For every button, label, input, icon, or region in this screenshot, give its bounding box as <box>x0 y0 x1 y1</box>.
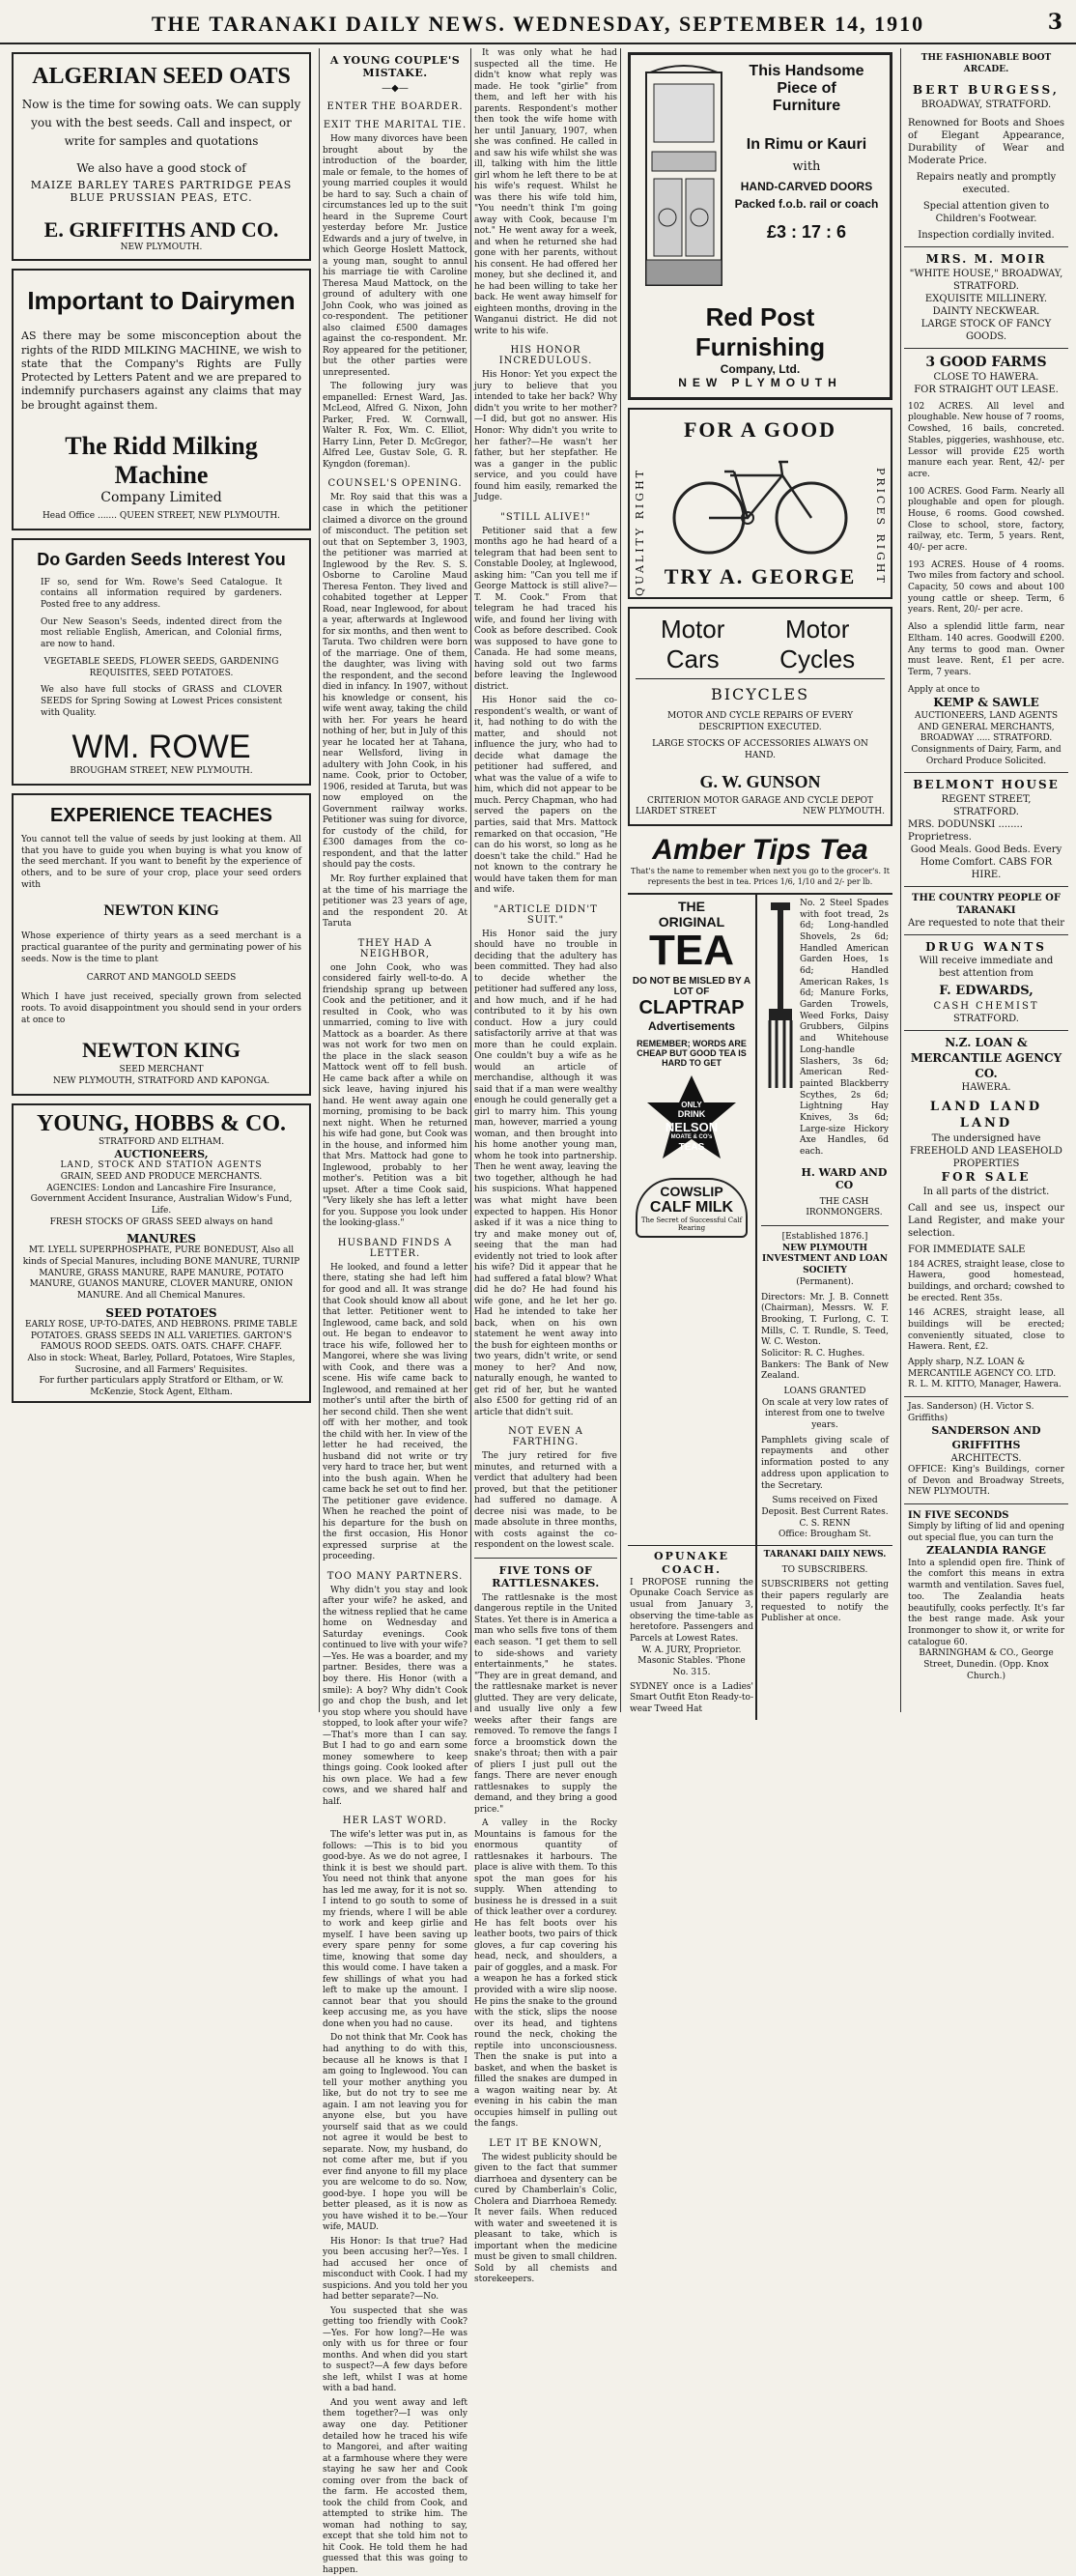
ad-line: ORIGINAL <box>658 913 725 930</box>
ad-line: HAND-CARVED DOORS <box>740 180 873 193</box>
ad-address: NEW PLYMOUTH, STRATFORD AND KAPONGA. <box>52 1075 270 1086</box>
ad-line: Sums received on Fixed Deposit. Best Current Rates. <box>761 1496 889 1517</box>
ad-line: MRS. DODUNSKI ........ Proprietress. <box>908 818 1023 843</box>
ad-line: Advertisements <box>647 1018 736 1033</box>
ad-heading: LOANS GRANTED <box>783 1387 866 1397</box>
ad-body: Simply by lifting of lid and opening out special flue, you can turn the <box>908 1522 1064 1543</box>
ad-line: with <box>792 159 821 174</box>
column-rule <box>319 48 320 1712</box>
ad-title: ALGERIAN SEED OATS <box>32 64 291 89</box>
article-paragraph: The rattlesnake is the most dangerous reptile in the United States. Yet there is in America a man who sells five tons of them each season. "I get them to sell to side-shows and variety entertainments," he states. "They are in great demand, and the rattlesnake market is never glutted. They are very delicate, and usually live only a few weeks after their fangs are removed. To remove the fangs I force a broomstick down the snake's throat; then with a pair of pliers I just pull out the fangs. There are never enough rattlesnakes to supply the demand, and they bring a good price." <box>474 1592 617 1815</box>
ad-place: STRATFORD AND ELTHAM. <box>98 1136 225 1147</box>
ad-title: COWSLIP <box>660 1183 723 1199</box>
article-paragraph: one John Cook, who was considered fairly well-to-do. A friendship sprang up between Cook and the petitioner, and it resulted in Cook, who was unmarried, coming to live with Mattock as a boarder. As there was not work for two men on the place in the slack season Mattock went off to fell bush. He came back after a while on sick leave, having injured his hand. He went away again one morning, promising to be back next night. When he returned his wife had gone, but Cook was in the house, and informed him that Mrs. Mattock had gone to Inglewood, probably to her mother's. Petition was a bit upset. After a time Cook said, "Very likely she has left a letter for you. Suppose you look under the looking-glass." <box>323 962 467 1229</box>
ad-line: FOR IMMEDIATE SALE <box>908 1244 1026 1255</box>
belmont-house-ad <box>904 773 1068 887</box>
ad-line: Solicitor: R. C. Hughes. <box>761 1348 865 1359</box>
column-3-article <box>474 48 617 2285</box>
article-paragraph: The jury retired for five minutes, and returned with a verdict that adultery had been proved, but that the petitioner had suffered no damage. A decree nisi was made, to be made absolute in three months, with costs against the co-respondent on the lowest scale. <box>474 1451 617 1551</box>
article-paragraph: It was only what he had suspected all the time. He didn't know what reply was made. He took "girlie" from them, and left her with his parents. Respondent's mother then took the wife home with her until January, 1907, when she was confined. He called in and saw his wife whilst she was ill, talking with him the little girl whom he left there to be at his wife's request. Whilst he was there his wife told him, "You needn't think I'm going away with Cook, because I'm not." He went away for a week, and when he returned she had gone with her parents, without his consent. He had offered her money, but she declined it, and he had been willing to take her back. He went away himself for eighteen months, droving in the Wanganui district. He did not write to his wife. <box>474 48 617 336</box>
ad-body: AS there may be some misconception about the rights of the RIDD MILKING MACHINE, we wish to state that the Company's Rights are Fully Protected by Letters Patent and we are prepared to indemnify purchasers against any claims that may be brought against them. <box>21 329 301 412</box>
listing-item: 184 ACRES, straight lease, close to Hawera, good homestead, buildings, and orchard; cowshed to be erected. Rent 35s. <box>908 1259 1064 1303</box>
cabinet-illustration <box>640 63 727 291</box>
newton-king-ad <box>12 793 311 1096</box>
right-subcolumn <box>757 895 892 1545</box>
listing-item: 146 ACRES, straight lease, all buildings will be erected; conveniently situated, close to Hawera. Rent, £2. <box>908 1308 1064 1353</box>
listing-item: 193 ACRES. House of 4 rooms. Two miles from factory and school. Capacity, 50 cows and about 100 young cattle or sheep. Term, 6 years. Rent, 20/- per acre. <box>908 559 1064 615</box>
ad-line: BARNINGHAM & CO., George Street, Dunedin. (Opp. Knox Church.) <box>919 1648 1054 1681</box>
ad-title: DRUG WANTS <box>925 939 1047 954</box>
article-subhead: HUSBAND FINDS A LETTER. <box>337 1237 453 1259</box>
ad-firm: H. WARD AND CO <box>801 1165 888 1191</box>
algerian-seed-oats-ad <box>12 52 311 261</box>
zealandia-range-ad <box>904 1504 1068 1687</box>
ad-firm: NEWTON KING <box>81 1038 241 1063</box>
ad-line: MOTOR AND CYCLE REPAIRS OF EVERY DESCRIPTION EXECUTED. <box>666 711 854 732</box>
ad-line: FRESH STOCKS OF GRASS SEED always on hand <box>49 1216 273 1227</box>
article-paragraph: Do not think that Mr. Cook has had anything to do with this, because all he knows is that I am going to Inglewood. You can tell your mother anything you like, but do not try to see me again. I am not leaving you for anyone else, but you have yourself said that as we could not agree it would be best to separate. Now, my husband, do not come after me, but if you ever find anyone to fill my place you are welcome to do so. Now, good-bye. I hope you will be better pleased, as it is now as you have wished it to be.—Your wife, MAUD. <box>323 2033 467 2233</box>
ad-role: AUCTIONEERS, <box>114 1148 209 1161</box>
nelson-tea-star <box>643 1075 740 1172</box>
ad-line: FOR STRAIGHT OUT LEASE. <box>914 384 1059 395</box>
ad-title: MRS. M. MOIR <box>925 251 1047 266</box>
ad-title: YOUNG, HOBBS & CO. <box>36 1110 287 1136</box>
farms-ad <box>904 349 1068 774</box>
article-paragraph: Petitioner said that a few months ago he had heard of a telegram that had been sent to Constable Dooley, at Inglewood, asking him: "Can you tell me if George Mattock is still alive?—T. M. Cook." From that telegram he had traced his wife, and found her living with Cook as before described. Cook was supposed to have gone to Canada. He had some means, having sold out two farms before leaving the Inglewood district. <box>474 526 617 692</box>
article-subhead: EXIT THE MARITAL TIE. <box>323 120 467 130</box>
column-rule <box>620 48 621 1712</box>
article-paragraph: A valley in the Rocky Mountains is famous for the enormous quantity of rattlesnakes it harbours. The place is alive with them. To this spot the man goes for his supply. When attending to business he is dressed in a suit of thick leather over a cordurey. He has felt boots over his leather boots, two pairs of thick gloves, a fur cap covering his head, neck, and shoulders, a pair of goggles, and a mask. For a weapon he has a forked stick provided with a wire slip noose. He pins the snake to the ground with the stick, slips the noose over its head, and tightens round the neck, choking the reptile into unconsciousness. Then the snake is put into a basket, and when the basket is filled the snakes are dumped in a wagon waiting near by. At evening in his cabin the man occupies himself in pulling out the fangs. <box>474 1818 617 2130</box>
ad-title: Motor Cycles <box>779 615 856 673</box>
ad-line: LARGE STOCK OF FANCY GOODS. <box>920 318 1052 342</box>
ad-address: REGENT STREET, STRATFORD. <box>941 793 1032 817</box>
article-paragraph: His Honor: Yet you expect the jury to believe that you intended to take her back? Why didn't you write to her mother?—I did, but got no answer. His Honor: Why didn't you write to her father?—He wasn't her father, but her stepfather. He was a ganger in the public service, and you could have found him easily, remarked the Judge. <box>474 370 617 503</box>
ad-place: NEW PLYMOUTH. <box>803 807 885 817</box>
ad-heading: SEED POTATOES <box>105 1305 217 1320</box>
ad-body: We also have full stocks of GRASS and CLOVER SEEDS for Spring Sowing at Lowest Prices consistent with Quality. <box>41 685 282 718</box>
ad-subtitle: BICYCLES <box>710 685 810 703</box>
article-paragraph: Mr. Roy said that this was a case in which the petitioner claimed a divorce on the ground of misconduct. The petition set out that on September 3, 1903, the petitioner was married at Inglewood by the Rev. S. S. Osborne to Caroline Maud Theresa Fenton. They lived and cohabited together at Lepper Road, near Inglewood, for about a year, afterwards at Inglewood for six months, and then went to Taruta. Two children were born of the marriage. One of them, the daughter, was living with the respondent, and the second died in infancy. In 1907, without his knowledge or consent, his wife went away, taking the child with her. For years he heard nothing of her, but in July of this year he located her at Tahana, near Wellsford, living in adultery with John Cook, in his name. Cook, prior to October, 1906, resided at Taruta, but was now employed on the Government railway works. Petitioner was suing for divorce, for custody of the child, for £300 damages from the co-respondent, and that the latter should pay the costs. <box>323 493 467 871</box>
star-text: ONLY <box>681 1100 702 1109</box>
ad-title: Do Garden Seeds Interest You <box>37 549 286 569</box>
ad-side-text: PRICES RIGHT <box>874 468 887 586</box>
column-rule <box>900 48 901 1712</box>
investment-society-ad <box>761 1232 889 1541</box>
article-paragraph: His Honor said the jury should have no trouble in deciding that the adultery has been committed. They had also to decide whether the petitioner had suffered any loss, and how much, and if he had contributed to it by his own conduct. How a jury could satisfactorily arrive at that was more than he could explain. One couldn't buy a wife as he would an article of merchandise, although it was said that if a man were wealthy enough he could generally get a girl to marry him. This young man, however, married a young woman, and then brought into his home another young man, whom he took into partnership. Then he went away, leaving the two together, although he had his suspicions. What happened was what might have been expected to happen. His Honor asked if it was a nice thing to try and make money out of, seeing that the man had evidently not tried to look after his wife? Did it appear that he had suffered a fatal blow? What did he do? He had found his wife gone, and he let her go. Had he intended to take her back, when on his own statement he went away into the bush for eighteen months or two years, didn't write, or send money to her? And now, naturally enough, he wanted to get rid of her, but he wanted also £500 for getting rid of an article that didn't suit. <box>474 929 617 1417</box>
ad-items: MAIZE BARLEY TARES PARTRIDGE PEAS BLUE PRUSSIAN PEAS, ETC. <box>30 178 293 204</box>
article-paragraph: His Honor said the co-respondent's wealth, or want of it, had nothing to do with the matter, and should not influence the jury, who had to decide what damage the petitioner had suffered, and what was the value of a wife to him, which did not appear to be much. Percy Chapman, who had served the papers on the parties, said that Mrs. Mattock remarked on that occasion, "He can do his worst, so long as he doesn't take the child." Had he not known to the contrary he would have taken them for man and wife. <box>474 696 617 896</box>
ad-title: Important to Dairymen <box>27 286 296 316</box>
ad-line: ZEALANDIA RANGE <box>926 1544 1046 1558</box>
ad-body: IF so, send for Wm. Rowe's Seed Catalogue. It contains all information required by gardeners. Posted free to any address. <box>41 577 282 611</box>
ad-role: ARCHITECTS. <box>950 1453 1022 1465</box>
ad-line: Consignments of Dairy, Farm, and Orchard Produce Solicited. <box>911 744 1062 766</box>
article-subhead: THEY HAD A NEIGHBOR, <box>357 937 433 959</box>
ad-place: NEW PLYMOUTH. <box>120 242 203 252</box>
cowslip-calf-milk-ad <box>636 1178 748 1238</box>
ad-body: Which I have just received, specially grown from selected roots. To avoid disappointment you should send in your orders at once to <box>21 992 301 1025</box>
divider <box>761 1225 889 1226</box>
young-hobbs-ad <box>12 1103 311 1403</box>
ad-line: We also have a good stock of <box>76 160 246 175</box>
article-subhead: "ARTICLE DIDN'T SUIT." <box>494 903 598 926</box>
article-headline: FIVE TONS OF RATTLESNAKES. <box>492 1563 600 1589</box>
ad-title: EXPERIENCE TEACHES <box>49 804 273 826</box>
article-paragraph: The wife's letter was put in, as follows: —This is to bid you good-bye. As we do not agree, I think it is best we should part. You need not think that anyone has led me away, for it is not so. I intend to go south to some of my friends, where I will be able to work and keep girlie and myself. I have been saving up every spare penny for some time, knowing that some day this would come. I have taken a few shillings of what you had left to make up the amount. I cannot bear that you should keep accusing me, as you have done when you had no cause. <box>323 1830 467 2029</box>
ad-place: STRATFORD. <box>953 1014 1019 1025</box>
ad-firm: The Ridd Milking Machine <box>65 432 258 490</box>
ad-line: AGENCIES: London and Lancashire Fire Insurance, Government Accident Insurance, Australian Widow's Fund, Life. <box>30 1183 293 1216</box>
ad-address: BROUGHAM STREET, NEW PLYMOUTH. <box>70 766 253 777</box>
listing-item: Also a splendid little farm, near Eltham. 140 acres. Goodwill £200. Any terms to good man. Owner must leave. Rent, £1 per acre. Term, 7 years. <box>908 622 1064 677</box>
ad-line: Also in stock: Wheat, Barley, Pollard, Potatoes, Wire Staples, Sucrosine, and all Farmers' Requisites. <box>27 1353 296 1375</box>
ad-side-text: QUALITY RIGHT <box>634 468 646 596</box>
ad-line: Apply sharp, N.Z. LOAN & MERCANTILE AGENCY CO. LTD. R. L. M. KITTO, Manager, Hawera. <box>908 1358 1062 1390</box>
ad-firm: WM. ROWE <box>71 729 251 766</box>
ad-line: Good Meals. Good Beds. Every Home Comfort. CABS FOR HIRE. <box>910 844 1062 880</box>
ad-title: This Handsome Piece of <box>749 63 864 97</box>
ad-body: Our New Season's Seeds, indented direct from the most reliable English, American, and Colonial firms, are now to hand. <box>41 616 282 650</box>
article-subhead: NOT EVEN A FARTHING. <box>508 1426 583 1448</box>
ad-line: THE FASHIONABLE BOOT ARCADE. <box>920 53 1052 74</box>
page-number: 3 <box>1047 10 1062 35</box>
ad-role: THE CASH IRONMONGERS. <box>806 1196 883 1218</box>
ad-line: The undersigned have FREEHOLD AND LEASEHOLD PROPERTIES <box>910 1132 1062 1169</box>
article-subhead: COUNSEL'S OPENING. <box>327 478 463 490</box>
ad-price: £3 : 17 : 6 <box>766 222 847 242</box>
amber-tips-tea-ad <box>628 834 892 887</box>
ad-body: CARROT AND MANGOLD SEEDS <box>86 973 237 984</box>
ad-line: CLAPTRAP <box>638 996 745 1018</box>
article-paragraph: Why didn't you stay and look after your wife? he asked, and the witness replied that he came home on Wednesday and Saturday evenings. Cook continued to live with your wife? —Yes. He was a boarder, and my partner. Besides, there was a boy there. His Honor (with a smile): A boy? Why didn't Cook go and chop the bush, and let you stop where you should have stopped, to look after your wife? —That's more than I can say. But I had to go and earn some money somewhere to keep things going. Cook looked after his own place. We had a few cows, and we shared half and half. <box>323 1585 467 1807</box>
country-people-ad <box>904 887 1068 935</box>
ad-body: Whose experience of thirty years as a seed merchant is a practical guarantee of the purity and germinating power of his seeds. Now is the time to plant <box>21 931 301 964</box>
ad-office: Head Office ....... QUEEN STREET, NEW PLYMOUTH. <box>42 511 281 522</box>
ad-address: BROADWAY ..... STRATFORD. <box>920 733 1053 744</box>
ad-title: 3 GOOD FARMS <box>925 354 1047 370</box>
ad-line: DO NOT BE MISLED BY A LOT OF <box>632 975 751 997</box>
ad-title: CALF MILK <box>649 1198 734 1216</box>
ad-title: TARANAKI DAILY NEWS. <box>763 1549 887 1560</box>
star-text: NELSON <box>665 1119 719 1134</box>
ad-role: SEED MERCHANT <box>119 1065 204 1075</box>
masthead <box>0 0 1076 44</box>
article-paragraph: His Honor: Is that true? Had you been accusing her?—Yes. I had accused her once of misconduct with Cook. I had my suspicions. And you told her you had better separate?—No. <box>323 2236 467 2303</box>
ad-street: LIARDET STREET <box>636 807 717 817</box>
sanderson-griffiths-ad <box>904 1397 1068 1504</box>
ad-body: Into a splendid open fire. Think of the comfort this means in extra warmth and ventilation. Saves fuel, too. The Zealandia heats beautifully, cooks perfectly. It's far the best range made. Ask your Ironmonger to show it, or write for catalogue 60. <box>908 1558 1064 1647</box>
ad-line: SYDNEY once is a Ladies' Smart Outfit Eton Ready-to-wear Tweed Hat <box>630 1681 753 1715</box>
ad-firm: NEWTON KING <box>103 902 219 920</box>
ad-line: In Rimu or Kauri <box>746 136 867 153</box>
ad-firm: TRY A. GEORGE <box>664 564 857 588</box>
ad-line: W. A. JURY, Proprietor. Masonic Stables. 'Phone No. 315. <box>637 1645 746 1678</box>
ad-place: NEW PLYMOUTH <box>678 376 842 389</box>
tdn-subscribers-notice <box>757 1546 892 1720</box>
newspaper-title: THE TARANAKI DAILY NEWS. WEDNESDAY, SEPTEMBER 14, 1910 <box>151 12 925 36</box>
drug-wants-ad <box>904 935 1068 1031</box>
ad-line: MT. LYELL SUPERPHOSPHATE, PURE BONEDUST, Also all kinds of Special Manures, including BONE MANURE, TURNIP MANURE, GRASS MANURE, RAPE MANURE, POTATO MANURE, GUANOS MANURE, CLOVER MANURE, ONION MANURE. And all Chemical Manures. <box>22 1245 300 1302</box>
ad-address: "WHITE HOUSE," BROADWAY, STRATFORD. <box>909 268 1063 292</box>
ad-line: EXQUISITE MILLINERY. DAINTY NECKWEAR. <box>924 293 1048 317</box>
ad-title: IN FIVE SECONDS <box>908 1510 1009 1522</box>
ad-title: Furniture <box>772 98 841 114</box>
article-paragraph: You suspected that she was getting too friendly with Cook?—Yes. For how long?—He was only with us for three or four months. And when did you start to suspect?—A few days before she left, whilst I was at home with a bad hand. <box>323 2305 467 2394</box>
ad-title: N.Z. LOAN & MERCANTILE AGENCY CO. <box>910 1036 1062 1080</box>
fork-icon <box>761 899 800 1092</box>
star-text: DRINK <box>677 1108 706 1119</box>
opunake-coach-ad <box>628 1546 757 1720</box>
article-subhead: TOO MANY PARTNERS. <box>326 1570 464 1582</box>
ad-title: FOR A GOOD <box>683 417 837 442</box>
ad-ltd: Company, Ltd. <box>720 362 801 376</box>
ad-body: You cannot tell the value of seeds by just looking at them. All that you have to guide you when buying is what you know of the seed merchant. If you want to benefit by the experience of others, and to be sure of your crop, place your seed orders with <box>21 834 301 890</box>
ad-line: That's the name to remember when next you go to the grocer's. It represents the best in tea. Prices 1/6, 1/10 and 2/- per lb. <box>631 867 890 886</box>
ad-line: GRAIN, SEED AND PRODUCE MERCHANTS. <box>60 1171 263 1182</box>
ward-ironmongers-ad <box>761 899 889 1219</box>
listing-item: 102 ACRES. All level and ploughable. New house of 7 rooms, Cowshed, 16 bails, concreted. Stables, piggeries, washhouse, etc. Lessor will provide £25 worth manure each year. Rent, 42/- per acre. <box>908 401 1064 479</box>
ad-place: HAWERA. <box>961 1082 1011 1094</box>
ad-body: I PROPOSE running the Opunake Coach Service as usual from January 3, observing the time-table as heretofore. Passengers and Parcels at Lowest Rates. <box>630 1577 753 1644</box>
ad-title: OPUNAKE COACH. <box>654 1549 729 1577</box>
ad-title: Amber Tips Tea <box>652 834 868 867</box>
moir-ad <box>904 247 1068 349</box>
ad-line: C. S. RENN <box>799 1518 851 1529</box>
ad-line: THE <box>678 898 705 914</box>
divider <box>474 1558 617 1559</box>
ad-line: LARGE STOCKS OF ACCESSORIES ALWAYS ON HAND. <box>652 739 868 761</box>
ad-title: NEW PLYMOUTH INVESTMENT AND LOAN SOCIETY <box>762 1243 888 1276</box>
ad-line: In all parts of the district. <box>922 1186 1050 1197</box>
article-paragraph: He looked, and found a letter there, stating she had left him for good and all. It was strange that Cook should know all about that letter. Petitioner went to Inglewood, came back, and sold out. He began to endeavor to trace his wife, followed her to Mangorei, where she was living with Cook, and there was a scene. His wife came back to Inglewood, and remained at her mother's until after the birth of her second child. Then she went off with her mother, and took the child with her. In view of the letter he had received, the husband did not write or try very hard to trace her, but went into the bush again. When he came back he set out to find her. The petitioner gave evidence. When he reached the point of his departure for the bush on the first occasion, His Honor expressed surprise at the proceeding. <box>323 1262 467 1562</box>
george-bicycle-ad <box>628 408 892 599</box>
ad-line: AUCTIONEERS, LAND AGENTS AND GENERAL MERCHANTS, <box>915 710 1058 732</box>
bert-burgess-ad <box>904 48 1068 247</box>
column-4-ads <box>624 48 896 1715</box>
ad-ltd: Company Limited <box>100 490 222 506</box>
ad-line: On scale at very low rates of interest from one to twelve years. <box>761 1397 889 1431</box>
ad-line: Will receive immediate and best attention from <box>919 956 1054 980</box>
ad-line: Bankers: The Bank of New Zealand. <box>761 1360 889 1382</box>
ad-title: BERT BURGESS, <box>913 83 1060 98</box>
ad-body: No. 2 Steel Spades with foot tread, 2s 6d; Long-handled Shovels, 2s 6d; Handled American Garden Hoes, 1s 6d; Handled American Rakes, 1s 6d; Manure Forks, Garden Trowels, Weed Forks, Daisy Grubbers, Gilpins and Whitehouse Long-handle Slashers, 3s 6d; American Red-painted Blackberry Scythes, 2s 6d; Lightning Hay Knives, 3s 6d; Large-size Hickory Axe Handles, 6d each. <box>800 898 889 1158</box>
ad-title: BELMONT HOUSE <box>913 778 1060 792</box>
ad-line: [Established 1876.] <box>781 1232 868 1243</box>
article-subhead: LET IT BE KNOWN, <box>489 2137 603 2149</box>
ad-firm: KEMP & SAWLE <box>933 696 1039 710</box>
ad-line: Call and see us, inspect our Land Register, and make your selection. <box>908 1202 1064 1239</box>
star-text: TEAS <box>678 1141 705 1153</box>
ad-line: CRITERION MOTOR GARAGE AND CYCLE DEPOT <box>646 795 874 806</box>
gunson-motor-ad <box>628 607 892 826</box>
ad-title: SANDERSON AND GRIFFITHS <box>931 1424 1041 1451</box>
column-2-article <box>323 48 467 2575</box>
article-subhead: HER LAST WORD. <box>342 1816 448 1827</box>
column-5-classifieds <box>904 48 1068 1712</box>
ad-line: Pamphlets giving scale of repayments and other information posted to any address upon application to the Secretary. <box>761 1435 889 1491</box>
ad-body: Now is the time for sowing oats. We can supply you with the best seeds. Call and inspect, or write for samples and quotations <box>21 98 301 149</box>
ad-line: REMEMBER; WORDS ARE CHEAP BUT GOOD TEA IS HARD TO GET <box>637 1038 747 1068</box>
ad-firm: F. EDWARDS, <box>939 984 1034 999</box>
ad-title: TEA <box>649 926 734 974</box>
ad-line: Packed f.o.b. rail or coach <box>734 197 879 211</box>
ad-title: Motor Cars <box>660 615 725 673</box>
red-post-furnishing-ad <box>628 52 892 400</box>
ad-line: CLOSE TO HAWERA. <box>933 371 1039 383</box>
article-paragraph: And you went away and left them together?—I was only away one day. Petitioner detailed how he traced his wife to Mangorei, and after waiting at a farmhouse where they were staying he saw her and Cook coming over from the back of the farm. He accosted them, took the child from Cook, and attempted to strike him. The woman had nothing to say, except that she told him not to hit Cook. He told them he had guessed that this was going to happen. <box>323 2397 467 2575</box>
article-paragraph: Mr. Roy further explained that at the time of his marriage the petitioner was 23 years of age, and the respondent 20. At Taruta <box>323 874 467 930</box>
ad-address: BROADWAY, STRATFORD. <box>920 99 1052 110</box>
ad-line: Directors: Mr. J. B. Connett (Chairman), Messrs. W. F. Brooking, T. Furlong, C. T. Mills, C. T. Rundle, S. Teed, W. C. Weston. <box>761 1292 889 1348</box>
ad-firm: E. GRIFFITHS AND CO. <box>43 216 279 242</box>
rowe-seeds-ad <box>12 538 311 786</box>
article-subhead: HIS HONOR INCREDULOUS. <box>498 345 593 367</box>
ad-firm: G. W. GUNSON <box>699 771 821 791</box>
ad-body: SUBSCRIBERS not getting their papers regularly are requested to notify the Publisher at once. <box>761 1580 889 1624</box>
ad-heading: MANURES <box>127 1232 196 1246</box>
column-rule <box>470 48 471 1712</box>
ad-line: EARLY ROSE, UP-TO-DATES, AND HEBRONS. PRIME TABLE POTATOES. GRASS SEEDS IN ALL VARIETIES. GARTON'S FAMOUS ROOD SEEDS. OATS. OATS. CHAFF. CHAFF. <box>25 1319 297 1353</box>
ad-line: Apply at once to <box>908 684 980 695</box>
article-paragraph: The widest publicity should be given to the fact that summer diarrhoea and dysentery can be cured by Chamberlain's Colic, Cholera and Diarrhoea Remedy. It never fails. When reduced with water and sweetened it is pleasant to take, which is important when the medicine must be given to small children. Sold by all chemists and storekeepers. <box>474 2152 617 2285</box>
article-paragraph: How many divorces have been brought about by the introduction of the boarder, male or female, to the homes of young married couples it would be hard to say. Such a chain of circumstances led up to the suit heard in the Supreme Court yesterday before Mr. Justice Edwards and a jury of twelve, in which George Hoslett Mattock, a young man, sought to annul his marriage tie with Caroline Theresa Maud Mattock, on the ground of adultery with one John Cook, who was joined as co-respondent. The petitioner also claimed £500 damages against the co-respondent. Mr. Roy appeared for the petitioner, but the other parties were unrepresented. <box>323 134 467 378</box>
ad-line: Inspection cordially invited. <box>918 229 1055 241</box>
article-subhead: "STILL ALIVE!" <box>500 511 591 523</box>
ad-role: CASH CHEMIST <box>933 1001 1039 1013</box>
ad-title: LAND LAND LAND <box>929 1100 1043 1131</box>
ad-firm: Red Post Furnishing <box>694 302 826 361</box>
star-text: MOATE & CO's <box>670 1133 713 1140</box>
ad-line: (Permanent). <box>796 1276 854 1287</box>
ad-line: LAND, STOCK AND STATION AGENTS <box>60 1160 263 1171</box>
ad-line: Office: Brougham St. <box>778 1530 871 1540</box>
ad-body: Renowned for Boots and Shoes of Elegant Appearance, Durability of Wear and Moderate Price. <box>908 117 1064 166</box>
article-headline: A YOUNG COUPLE'S MISTAKE. <box>329 54 461 79</box>
article-paragraph: The following jury was empanelled: Ernest Ward, Jas. McLeod, Alfred G. Nixon, John Parker, Fred. W. Cornwall, Walter R. Fox, Wm. C. Elliot, Harry Linn, Peter D. McGregor, Alfred Lee, Gustav Sole, G. R. Kyngdon (foreman). <box>323 382 467 470</box>
ad-line: Repairs neatly and promptly executed. <box>916 171 1057 195</box>
article-subhead: ENTER THE BOARDER. <box>326 101 464 112</box>
ad-line: The Secret of Successful Calf Rearing <box>640 1216 743 1232</box>
bicycle-illustration <box>668 443 852 558</box>
original-tea-ad <box>628 895 757 1545</box>
divider-flourish: —◆— <box>382 83 409 94</box>
ad-line: FOR SALE <box>941 1169 1032 1184</box>
ad-line: TO SUBSCRIBERS. <box>781 1564 868 1575</box>
ad-line: Special attention given to Children's Footwear. <box>922 200 1050 224</box>
column-1 <box>8 48 315 1712</box>
nz-loan-ad <box>904 1031 1068 1397</box>
ad-line: For further particulars apply Stratford or Eltham, or W. McKenzie, Stock Agent, Eltham. <box>39 1376 284 1397</box>
ad-line: OFFICE: King's Buildings, corner of Devon and Broadway Streets, NEW PLYMOUTH. <box>908 1465 1064 1498</box>
ad-title: THE COUNTRY PEOPLE OF TARANAKI <box>912 892 1061 916</box>
ad-line: Are requested to note that their <box>908 917 1064 929</box>
listing-item: 100 ACRES. Good Farm. Nearly all ploughable and open for plough. House, 6 rooms. Good cowshed. Close to school, store, factory, railway, etc. Term, 5 years. Rent, 40/- per acre. <box>908 486 1064 553</box>
ad-line: Jas. Sanderson) (H. Victor S. Griffiths) <box>908 1402 1034 1423</box>
ad-body: VEGETABLE SEEDS, FLOWER SEEDS, GARDENING REQUISITES, SEED POTATOES. <box>43 656 279 678</box>
ridd-milking-ad <box>12 269 311 530</box>
